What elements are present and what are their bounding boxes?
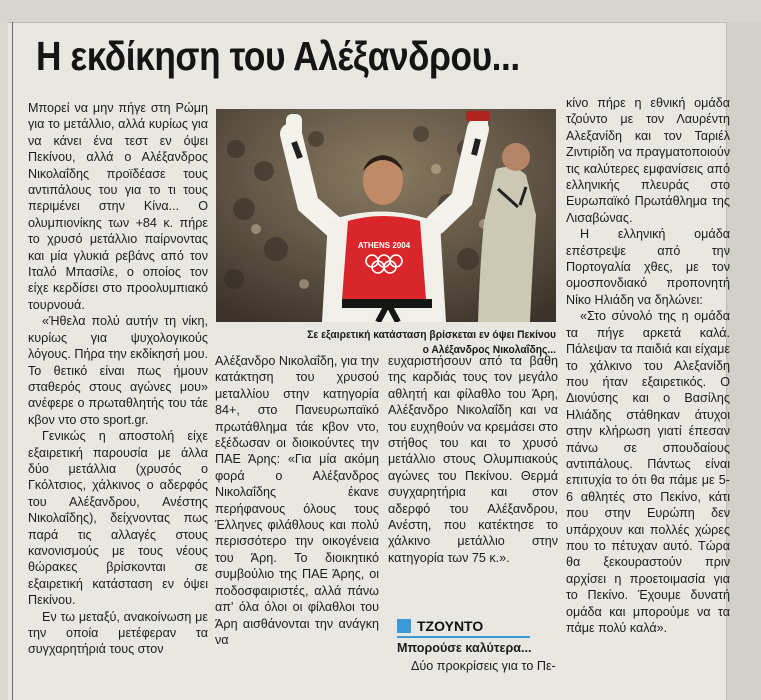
- article-column-4: [566, 95, 730, 636]
- caption-line-2: ο Αλέξανδρος Νικολαΐδης...: [422, 344, 556, 356]
- paragraph: «Στο σύνολό της η ομάδα τα πήγε αρκετά καλά. Πάλεψαν τα παιδιά και είχαμε το χάλκινο του Αλεξανίδη που ήταν εξαιρετικός. Ο Διονύσης και ο Βασίλης Ηλιάδης στάθηκαν άτυχοι στην κλήρωση γιατί έπεσαν πάνω σε σπουδαίους αντιπάλους. Πάντως είναι επιτυχία το ότι θα πάμε με 5-6 αθλητές στο Πεκίνο, κάτι που στην Ευρώπη δεν υπάρχουν και πολλές χώρες που το πέτυχαν αυτό. Τώρα θα ξεκουραστούν πριν αρχίσει η προετοιμασία για το Πεκίνο. Έχουμε δυνατή ομάδα και μπορούμε να τα πάμε πολύ καλά».: [566, 309, 730, 635]
- paragraph: Εν τω μεταξύ, ανακοίνωση με την οποία μετέφεραν τα συγχαρητήριά τους στον: [28, 609, 208, 657]
- paragraph: Δύο προκρίσεις για το Πε-: [411, 659, 556, 673]
- column-divider-rule: [12, 22, 13, 700]
- article-column-3: [388, 353, 558, 566]
- adjacent-page-top-strip: [0, 0, 761, 23]
- article-photo: [216, 109, 556, 322]
- athlete-celebrating-image: [216, 109, 556, 322]
- paragraph: «Ήθελα πολύ αυτήν τη νίκη, κυρίως για ψυχολογικούς λόγους. Πήρα την εκδίκησή μου. Το θετικό είναι πως ήμουν σταθερός στους αγώνες μου» ανέφερε ο πρωταθλητής του τάε κβον ντο στο sport.gr.: [28, 314, 208, 427]
- paragraph: κίνο πήρε η εθνική ομάδα τζούντο με τον Λαυρέντη Αλεξανίδη και τον Ταριέλ Ζιντιρίδη να πραγματοποιούν τις καλύτερες εμφανίσεις από ελληνικής πλευράς στο Ευρωπαϊκό Πρωτάθλημα της Λισαβώνας.: [566, 96, 730, 225]
- section-label: ΤΖΟΥΝΤΟ: [417, 618, 484, 634]
- sub-headline: Μπορούσε καλύτερα...: [397, 641, 532, 655]
- sub-article-column: [397, 658, 562, 674]
- page-left-margin: [0, 22, 8, 700]
- adjacent-page-right-strip: [726, 22, 761, 700]
- article-column-2: [215, 353, 379, 648]
- paragraph: Γενικώς η αποστολή είχε εξαιρετική παρουσία με άλλα δύο μετάλλια (χρυσός ο Γκόλτσιος, χάλκινος ο αδερφός του Αλέξανδρου, Ανέστης Νικολαΐδης), δείχνοντας πως παρά τις αλλαγές στους κανονισμούς με τους νέους θώρακες βρίσκονται σε εξαιρετική κατάσταση εν όψει Πεκίνου.: [28, 429, 208, 608]
- paragraph: Αλέξανδρο Νικολαΐδη, για την κατάκτηση του χρυσού μεταλλίου στην κατηγορία 84+, στο Πανευρωπαϊκό πρωτάθλημα τάε κβον ντο, εξέδωσαν οι διοικούντες την ΠΑΕ Άρης: «Για μία ακόμη φορά ο Αλέξανδρος Νικολαΐδης έκανε περήφανους όλους τους Έλληνες φιλάθλους και πολύ περισσότερο την οικογένεια του Άρη. Το διοικητικό συμβούλιο της ΠΑΕ Άρης, οι ποδοσφαιριστές, αλλά πάνω απ' όλα όλοι οι φίλαθλοι του Άρη αισθάνονται την ανάγκη να: [215, 354, 380, 647]
- paragraph: ευχαριστήσουν από τα βάθη της καρδιάς τους τον μεγάλο αθλητή και φίλαθλο του Άρη, Αλέξανδρο Νικολαΐδη και να του ευχηθούν να κρεμάσει στο στήθος του και το χρυσό μετάλλιο στους Ολυμπιακούς αγώνες του Πεκίνου. Θερμά συγχαρητήρια και στον αδερφό του Αλέξανδρου, Ανέστη, που κατέκτησε το χάλκινο μετάλλιο στην κατηγορία των 75 κ.».: [388, 354, 558, 565]
- paragraph: Η ελληνική ομάδα επέστρεψε από την Πορτογαλία χθες, με τον ομοσπονδιακό προπονητή Νίκο Ηλιάδη να δηλώνει:: [566, 227, 730, 307]
- section-tag: [397, 616, 530, 638]
- vest-text: ATHENS 2004: [357, 241, 411, 250]
- article-headline: Η εκδίκηση του Αλέξανδρου...: [36, 33, 520, 79]
- article-column-1: [28, 100, 208, 658]
- caption-line-1: Σε εξαιρετική κατάσταση βρίσκεται εν όψει Πεκίνου: [307, 329, 556, 341]
- square-icon: [397, 619, 411, 633]
- paragraph: Μπορεί να μην πήγε στη Ρώμη για το μετάλλιο, αλλά κυρίως για να κάνει ένα τεστ εν όψει Πεκίνου, αλλά ο Αλέξανδρος Νικολαΐδης προϊδέασε τους αντιπάλους του για το τι τους περιμένει στην Κίνα... Ο ολυμπιονίκης των +84 κ. πήρε το χρυσό μετάλλιο παίρνοντας και μία γλυκιά ρεβάνς από τον Ιταλό Μπασίλε, ο οποίος τον είχε κερδίσει στο προολυμπιακό τουρνουά.: [28, 101, 208, 312]
